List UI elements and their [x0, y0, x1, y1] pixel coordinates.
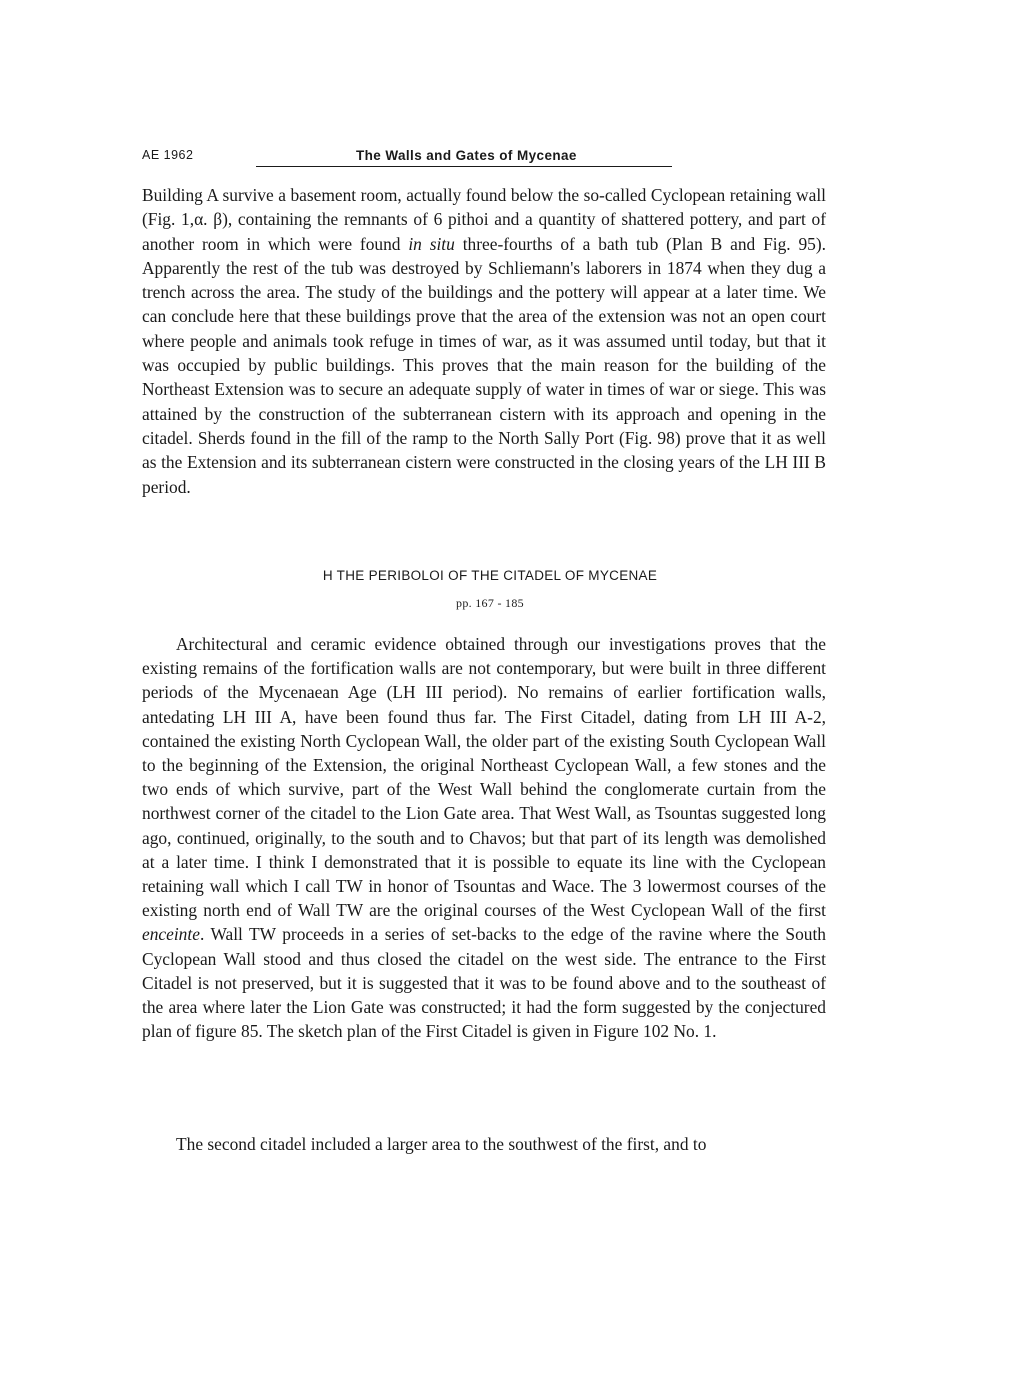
journal-reference: ΑΕ 1962 [142, 148, 194, 162]
italic-phrase: in situ [408, 233, 455, 254]
section-heading: Η ΤΗΕ PERIBOLOI OF THE CITADEL OF MYCENAE [322, 568, 658, 583]
header-rule [256, 166, 672, 167]
paragraph-second-citadel: The second citadel included a larger area to the southwest of the first, and to [176, 1134, 707, 1154]
running-title: The Walls and Gates of Mycenae [356, 148, 577, 163]
paragraph-text: Building A survive a basement room, actually found below the so-called Cyclopean retaining wall (Fig. 1,α. β), containing the remnants of 6 pithoi and a quantity of shattered pottery, and part of another room in which were found [142, 185, 826, 254]
section-page-range: pp. 167 - 185 [456, 596, 524, 610]
paragraph-text: Architectural and ceramic evidence obtained through our investigations proves that the existing remains of the fortification walls are not contemporary, but were built in three different periods of the Mycenaean Age (LH III period). No remains of earlier fortification walls, antedating LH III A, have been found thus far. The First Citadel, dating from LH III A-2, contained the existing North Cyclopean Wall, the older part of the existing South Cyclopean Wall to the beginning of the Extension, the original Northeast Cyclopean Wall, a few stones and the two ends of which survive, part of the West Wall behind the conglomerate curtain from the northwest corner of the citadel to the Lion Gate area. That West Wall, as Tsountas suggested long ago, continued, originally, to the south and to Chavos; but that part of its length was demolished at a later time. I think I demonstrated that it is possible to equate its line with the Cyclopean retaining wall which I call TW in honor of Tsountas and Wace. The 3 lowermost courses of the existing north end of Wall TW are the original courses of the West Cyclopean Wall of the first [142, 634, 826, 921]
paragraph-text: . Wall TW proceeds in a series of set-backs to the edge of the ravine where the South Cyclopean Wall stood and thus closed the citadel on the west side. The entrance to the First Citadel is not preserved, but it is suggested that it was to be found above and to the southeast of the area where later the Lion Gate was constructed; it had the form suggested by the conjectured plan of figure 85. The sketch plan of the First Citadel is given in Figure 102 No. 1. [142, 924, 826, 1042]
paragraph-first-citadel [142, 632, 826, 1043]
paragraph-building-a [142, 183, 826, 499]
paragraph-text: three-fourths of a bath tub (Plan B and Fig. 95). Apparently the rest of the tub was destroyed by Schliemann's laborers in 1874 when they dug a trench across the area. The study of the buildings and the pottery will appear at a later time. We can conclude here that these buildings prove that the area of the extension was not an open court where people and animals took refuge in times of war, as it was assumed until today, but that it was occupied by public buildings. This proves that the main reason for the building of the Northeast Extension was to secure an adequate supply of water in times of war or siege. This was attained by the construction of the subterranean cistern with its approach and opening in the citadel. Sherds found in the fill of the ramp to the North Sally Port (Fig. 98) prove that it as well as the Extension and its subterranean cistern were constructed in the closing years of the LH III B period. [142, 233, 826, 497]
running-header [142, 148, 842, 168]
italic-phrase: enceinte [142, 924, 200, 945]
